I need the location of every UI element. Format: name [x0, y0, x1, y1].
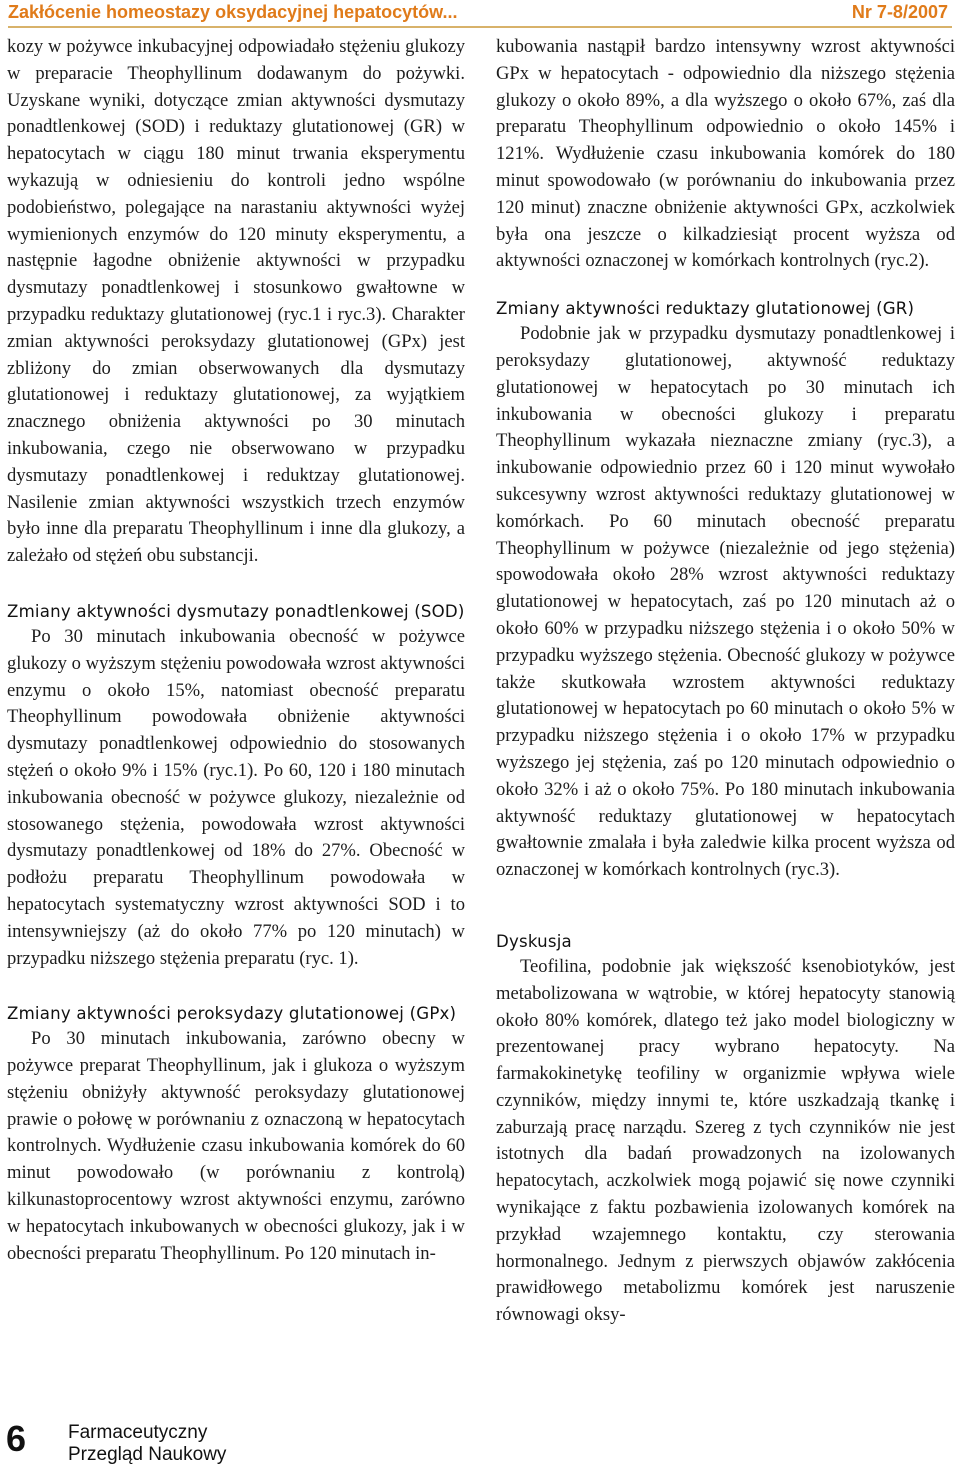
paragraph-sod: Po 30 minutach inkubowania obecność w pożywce glukozy o wyższym stężeniu powodowała wzrost aktywności enzymu o około 15%, natomiast obecność preparatu Theophyllinum powodowała obniżenie aktywności dysmutazy ponadtlenkowej odpowiednio do stosowanych stężeń o około 9% i 15% (ryc.1). Po 60, 120 i 180 minutach inkubowania obecność w pożywce glukozy, niezależnie od stosowanego stężenia, powodowała wzrost aktywności dysmutazy ponadtlenkowej od 18% do 27%. Obecność w podłożu preparatu Theophyllinum powodowała w hepatocytach systematyczny wzrost aktywności SOD i to intensywniejszy (aż do około 77% po 120 minutach) w przypadku niższego stężenia preparatu (ryc. 1). [7, 625, 465, 969]
issue-number: Nr 7-8/2007 [851, 2, 948, 22]
journal-name [68, 1422, 226, 1466]
heading-gpx: Zmiany aktywności peroksydazy glutationowej (GPx) [7, 1004, 457, 1024]
paragraph-intro: kozy w pożywce inkubacyjnej odpowiadało stężeniu glukozy w preparacie Theophyllinum dodawanym do pożywki. Uzyskane wyniki, dotyczące zmian aktywności dysmutazy ponadtlenkowej (SOD) i reduktazy glutationowej (GR) w hepatocytach w ciągu 180 minut trwania eksperymentu wykazują w odniesieniu do kontroli jedno wspólne podobieństwo, polegające na narastaniu aktywności wyżej wymienionych enzymów do 120 minuty eksperymentu, a następnie łagodne obniżenie aktywności w przypadku dysmutazy ponadtlenkowej i stosunkowo gwałtowne w przypadku reduktazy glutationowej (ryc.1 i ryc.3). Charakter zmian aktywności peroksydazy glutationowej (GPx) jest zbliżony do zmian obserwowanych dla dysmutazy glutationowej i reduktazy glutationowej, za wyjątkiem znacznego obniżenia aktywności po 30 minutach inkubowania, czego nie obserwowano w przypadku dysmutazy ponadtlenkowej i reduktzay glutationowej. Nasilenie zmian aktywności wszystkich trzech enzymów było inne dla preparatu Theophyllinum i inne dla glukozy, a zależało od stężeń obu substancji. [7, 36, 465, 567]
running-title: Zakłócenie homeostazy oksydacyjnej hepatocytów... [8, 2, 458, 22]
paragraph-gr: Podobnie jak w przypadku dysmutazy ponadtlenkowej i peroksydazy glutationowej, aktywność reduktazy glutationowej w hepatocytach po 30 minutach ich inkubowania w obecności glukozy i preparatu Theophyllinum wykazała nieznaczne zmiany (ryc.3), a inkubowanie odpowiednio przez 60 i 120 minut wywołało sukcesywny wzrost aktywności reduktazy glutationowej w komórkach. Po 60 minutach obecność preparatu Theophyllinum w pożywce (niezależnie od jego stężenia) spowodowała około 28% wzrost aktywności reduktazy glutationowej w hepatocytach, zaś po 120 minutach aż o około 60% w przypadku niższego stężenia i o około 50% w przypadku wyższego stężenia. Obecność glukozy w pożywce także skutkowała wzrostem aktywności reduktazy glutationowej w hepatocytach po 60 minutach o około 5% w przypadku niższego stężenia i o około 17% w przypadku wyższego jej stężenia, zaś po 120 minutach odpowiednio o około 32% i aż o około 75%. Po 180 minutach inkubowania aktywność reduktazy glutationowej w hepatocytach gwałtownie zmalała i była zaledwie kilka procent wyższa od oznaczonej w komórkach kontrolnych (ryc.3). [496, 323, 955, 881]
heading-sod: Zmiany aktywności dysmutazy ponadtlenkowej (SOD) [7, 601, 465, 621]
journal-name-line1: Farmaceutyczny [68, 1422, 208, 1443]
running-header [8, 0, 952, 28]
right-column [496, 34, 955, 1329]
journal-name-line2: Przegląd Naukowy [68, 1444, 227, 1465]
page-number: 6 [6, 1418, 27, 1459]
paragraph-gpx: Po 30 minutach inkubowania, zarówno obecny w pożywce preparat Theophyllinum, jak i glukoza o wyższym stężeniu obniżyły aktywność peroksydazy glutationowej prawie o połowę w porównaniu z oznaczoną w hepatocytach kontrolnych. Wydłużenie czasu inkubowania komórek do 60 minut powodowało (w porównaniu z kontrolą) kilkunastoprocentowy wzrost aktywności enzymu, zarówno w hepatocytach inkubowanych w obecności glukozy, jak i w obecności preparatu Theophyllinum. Po 120 minutach in- [7, 1028, 465, 1264]
paragraph-gpx-continued: kubowania nastąpił bardzo intensywny wzrost aktywności GPx w hepatocytach - odpowiednio dla niższego stężenia glukozy o około 89%, a dla wyższego o około 67%, zaś dla preparatu Theophyllinum odpowiednio o około 145% i 121%. Wydłużenie czasu inkubowania komórek do 180 minut spowodowało (w porównaniu do inkubowania przez 120 minut) znaczne obniżenie aktywności GPx, aczkolwiek była ona jeszcze o kilkadziesiąt procent wyższa od aktywności oznaczonej w komórkach kontrolnych (ryc.2). [496, 36, 955, 272]
heading-gr: Zmiany aktywności reduktazy glutationowej (GR) [496, 299, 915, 319]
paragraph-discussion: Teofilina, podobnie jak większość ksenobiotyków, jest metabolizowana w wątrobie, w której hepatocyty stanowią około 80% komórek, dlatego też jako model biologiczny w prezentowanej pracy wybrano hepatocyty. Na farmakokinetykę teofiliny w organizmie wpływa wiele czynników, między innymi te, które uszkadzają tkankę i zaburzają pracę narządu. Szereg z tych czynników nie jest istotnych dla badań prowadzonych na izolowanych hepatocytach, aczkolwiek mogą pojawić się nowe czynniki wynikające z faktu pozbawienia izolowanych komórek na przykład wzajemnego kontaktu, czy sterowania hormonalnego. Jednym z pierwszych objawów zakłócenia prawidłowego metabolizmu komórek jest naruszenie równowagi oksy- [496, 955, 955, 1326]
left-column [7, 34, 465, 1267]
heading-discussion: Dyskusja [496, 931, 572, 951]
